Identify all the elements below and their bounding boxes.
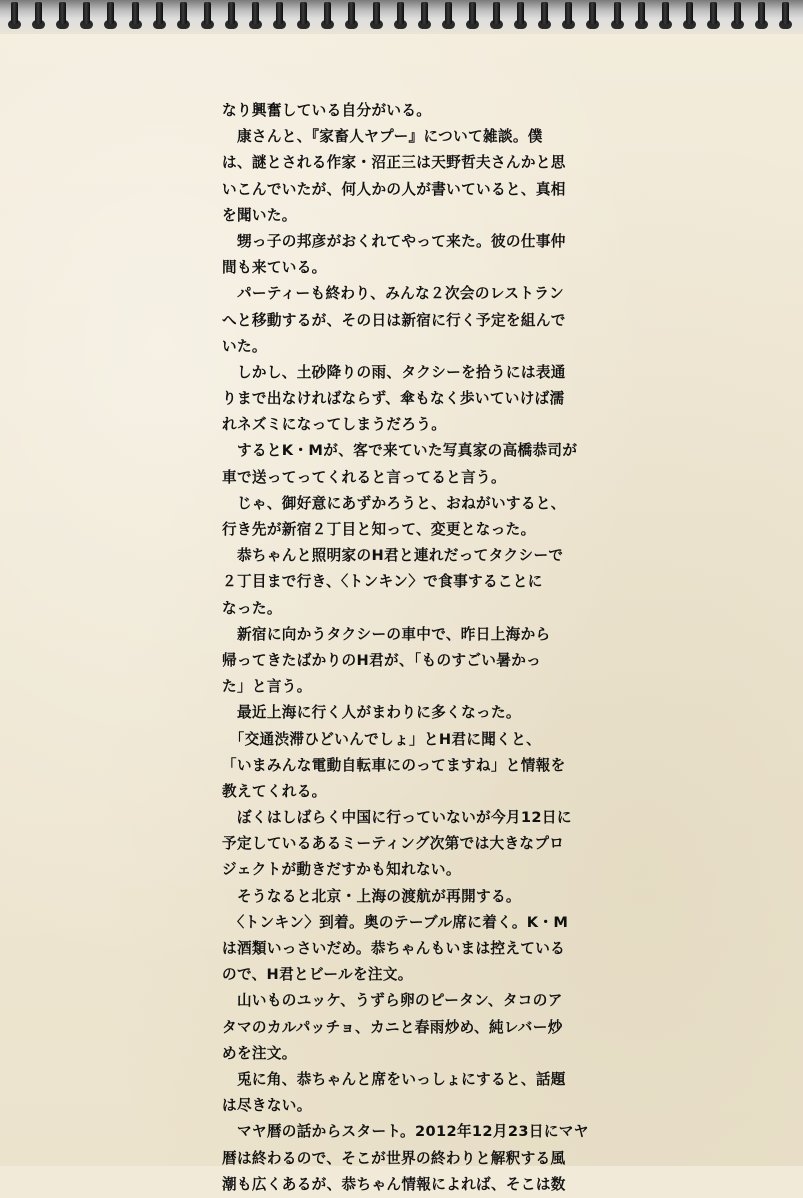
binding-ring <box>11 2 18 24</box>
text-line: 車で送ってってくれると言ってると言う。 <box>222 468 506 486</box>
text-line: 甥っ子の邦彦がおくれてやって来た。彼の仕事仲 <box>222 232 566 250</box>
binding-ring <box>758 2 765 24</box>
text-line: 最近上海に行く人がまわりに多くなった。 <box>222 704 521 722</box>
binding-ring <box>517 2 524 24</box>
binding-ring <box>589 2 596 24</box>
text-line: そうなると北京・上海の渡航が再開する。 <box>222 887 521 905</box>
text-line: 暦は終わるので、そこが世界の終わりと解釈する風 <box>222 1149 566 1167</box>
text-line: するとK・Mが、客で来ていた写真家の高橋恭司が <box>222 442 578 460</box>
binding-ring <box>397 2 404 24</box>
text-line: タマのカルパッチョ、カニと春雨炒め、純レバー炒 <box>222 1018 563 1036</box>
binding-ring <box>324 2 331 24</box>
binding-ring <box>276 2 283 24</box>
text-line: 行き先が新宿２丁目と知って、変更となった。 <box>222 521 536 538</box>
binding-ring <box>710 2 717 24</box>
text-line: ぼくはしばらく中国に行っていないが今月12日に <box>222 809 572 827</box>
binding-ring <box>469 2 476 24</box>
text-line: いこんでいたが、何人かの人が書いていると、真相 <box>222 180 566 198</box>
text-line: パーティーも終わり、みんな２次会のレストラン <box>222 285 565 303</box>
text-line: りまで出なければならず、傘もなく歩いていけば濡 <box>222 390 565 408</box>
text-line: 帰ってきたばかりのH君が、「ものすごい暑かっ <box>222 651 542 669</box>
binding-ring <box>421 2 428 24</box>
binding-ring <box>493 2 500 24</box>
text-line: なった。 <box>222 599 282 617</box>
binding-ring <box>180 2 187 24</box>
binding-ring <box>662 2 669 24</box>
text-line: 間も来ている。 <box>222 259 327 277</box>
binding-ring <box>252 2 259 24</box>
text-line: 「交通渋滞ひどいんでしょ」とH君に聞くと、 <box>222 730 542 748</box>
text-line: ので、H君とビールを注文。 <box>222 966 413 984</box>
binding-ring <box>59 2 66 24</box>
binding-ring <box>132 2 139 24</box>
text-line: じゃ、御好意にあずかろうと、おねがいすると、 <box>222 494 566 512</box>
text-line: 〈トンキン〉到着。奥のテーブル席に着く。K・M <box>222 913 569 931</box>
text-line: 教えてくれる。 <box>222 782 327 800</box>
binding-ring <box>35 2 42 24</box>
text-line: 新宿に向かうタクシーの車中で、昨日上海から <box>222 625 551 643</box>
binding-ring <box>445 2 452 24</box>
binding-ring <box>83 2 90 24</box>
text-line: 康さんと、『家畜人ヤプー』について雑談。僕 <box>222 128 543 146</box>
binding-ring <box>565 2 572 24</box>
binding-ring <box>614 2 621 24</box>
binding-ring <box>638 2 645 24</box>
text-line: めを注文。 <box>222 1044 297 1062</box>
text-line: いた。 <box>222 337 267 355</box>
text-line: しかし、土砂降りの雨、タクシーを拾うには表通 <box>222 363 566 381</box>
text-line: 山いものユッケ、うずら卵のピータン、タコのア <box>222 992 563 1010</box>
binding-ring <box>300 2 307 24</box>
text-line: ２丁目まで行き、〈トンキン〉で食事することに <box>222 573 543 591</box>
binding-ring <box>348 2 355 24</box>
text-line: は、謎とされる作家・沼正三は天野哲夫さんかと思 <box>222 154 566 172</box>
text-line: なり興奮している自分がいる。 <box>222 102 432 119</box>
binding-ring <box>156 2 163 24</box>
binding-ring <box>228 2 235 24</box>
text-line: れネズミになってしまうだろう。 <box>222 416 447 434</box>
text-line: た」と言う。 <box>222 678 312 696</box>
text-line: ジェクトが動きだすかも知れない。 <box>222 861 461 879</box>
binding-ring <box>107 2 114 24</box>
text-line: 兎に角、恭ちゃんと席をいっしょにすると、話題 <box>222 1070 566 1088</box>
text-line: へと移動するが、その日は新宿に行く予定を組んで <box>222 311 566 329</box>
text-line: は酒類いっさいだめ。恭ちゃんもいまは控えている <box>222 940 566 957</box>
binding-ring <box>204 2 211 24</box>
binding-ring <box>734 2 741 24</box>
text-line: 「いまみんな電動自転車にのってますね」と情報を <box>222 756 566 774</box>
text-line: 潮も広くあるが、恭ちゃん情報によれば、そこは数 <box>222 1175 566 1193</box>
binding-ring <box>373 2 380 24</box>
text-line: 予定しているあるミーティング次第では大きなプロ <box>222 835 565 853</box>
binding-ring <box>541 2 548 24</box>
binding-ring <box>686 2 693 24</box>
spiral-binding <box>0 0 803 34</box>
text-line: は尽きない。 <box>222 1097 312 1115</box>
text-line: を聞いた。 <box>222 206 297 224</box>
text-line: マヤ暦の話からスタート。2012年12月23日にマヤ <box>222 1123 589 1141</box>
binding-ring <box>782 2 789 24</box>
diary-text <box>222 98 589 1198</box>
text-line: 恭ちゃんと照明家のH君と連れだってタクシーで <box>222 547 564 565</box>
